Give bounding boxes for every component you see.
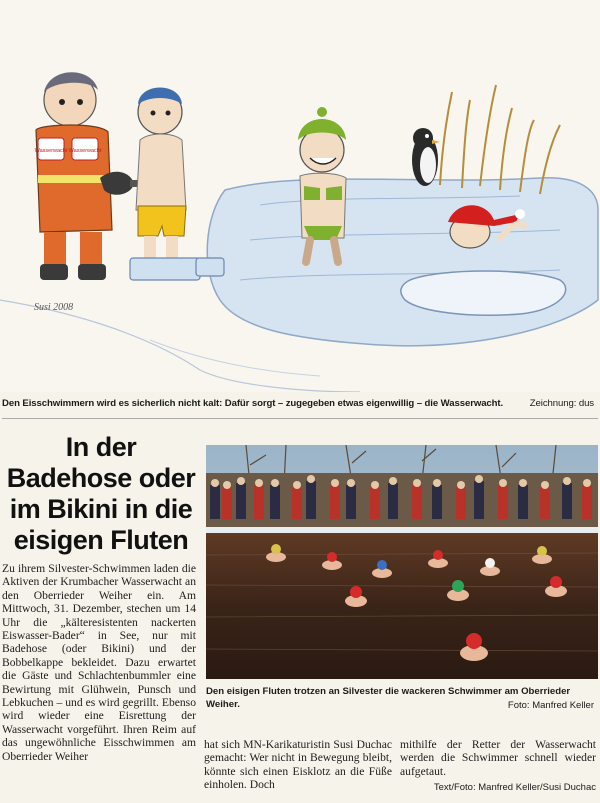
body-column-1: Zu ihrem Silvester-Schwimmen laden die Aktiven der Krumbacher Wasserwacht an den Oberrieder Weiher ein. Am Mittwoch, 31. Dezember, stechen um 14 Uhr die „kälteresistenten nackerten Eiswasser-Bader“ in See, nur mit Badehose (oder Bikini) und der Bobbelkappe bekleidet. Dazu erwartet die Gäste und Schlachtenbummler eine Bewirtung mit Glühwein, Punsch und Lebkuchen – und es wird gegrillt. Ebenso wird wieder eine Eisrettung der Wasserwacht vorgeführt. Ihren Reim auf das ungewöhnliche Eisschwimmen am Oberrieder Weiher [2, 562, 196, 763]
section-divider [2, 418, 598, 419]
cartoon-caption [2, 398, 598, 412]
text-credit: Text/Foto: Manfred Keller/Susi Duchac [433, 782, 596, 793]
badge-right-text: Wasserwacht [68, 148, 102, 154]
headline-line-4: eisigen Fluten [13, 525, 189, 555]
body-column-2: hat sich MN-Karikaturistin Susi Duchac gemacht: Wer nicht in Bewegung bleibt, könnte sich einen Eisklotz an die Füße einholen. Doch [204, 738, 392, 792]
badge-left-text: Wasserwacht [34, 148, 68, 154]
headline-line-2: Badehose oder [6, 463, 196, 493]
cartoon-credit: Zeichnung: dus [529, 398, 594, 409]
photo-credit: Foto: Manfred Keller [507, 700, 594, 711]
cartoon-illustration [0, 0, 600, 392]
swimmers-photo [206, 445, 598, 679]
cartoon-caption-text: Den Eisschwimmern wird es sicherlich nicht kalt: Dafür sorgt – zugegeben etwas eigenwillig – die Wasserwacht. [2, 398, 504, 409]
photo-caption: Den eisigen Fluten trotzen an Silvester die wackeren Schwimmer am Oberrieder Weiher. [206, 686, 571, 710]
artist-signature: Susi 2008 [34, 302, 74, 313]
body-column-3: mithilfe der Retter der Wasserwacht werden die Schwimmer schnell wieder aufgetaut. [400, 738, 596, 778]
headline-line-1: In der [65, 432, 137, 462]
article-headline [2, 432, 200, 556]
headline-line-3: im Bikini in die [9, 494, 193, 524]
